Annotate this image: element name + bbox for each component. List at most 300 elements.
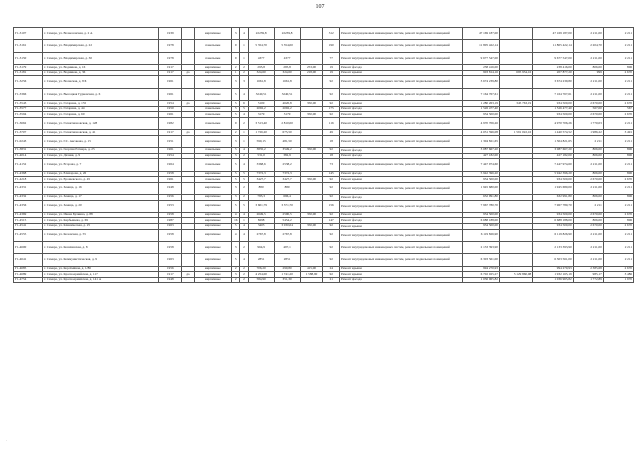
total-cost-cell: 1 526 477,40 xyxy=(462,106,499,112)
owner-share-cell: 1 304 821,65 xyxy=(533,135,574,147)
year-cell: 1954 xyxy=(159,153,182,159)
row-code: Г1-3707 xyxy=(14,130,43,136)
owner-share-cell: 47 169 187,00 xyxy=(533,28,574,40)
area-living-cell: 3240,51 xyxy=(274,88,300,100)
unit-limit-cell: 2 670 xyxy=(603,224,633,230)
year-cell: 1961 xyxy=(159,76,182,88)
address-cell: г. Самара, ул. Земеца, д. 16 xyxy=(43,182,159,194)
residents-cell: 175 xyxy=(323,106,340,112)
area-living-cell: 2590,5 xyxy=(274,212,300,218)
unit-limit-cell: 3 491 xyxy=(603,130,633,136)
unit-cost-cell: 2 211,00 xyxy=(573,28,603,40)
floors-cell: 9 xyxy=(232,40,240,52)
work-type-cell: Ремонт внутридомовых инженерных систем, ремонт подвальных помещений xyxy=(340,88,463,100)
address-cell: г. Самара, ул. Ивана Булкина, д. 88 xyxy=(43,212,159,218)
total-cost-cell: 994 270,93 xyxy=(462,266,499,272)
year-cell: 1953 xyxy=(159,200,182,212)
unit-limit-cell: 2 670 xyxy=(603,101,633,107)
unit-cost-cell: 1 770,03 xyxy=(573,117,603,129)
residents-cell: 92 xyxy=(323,88,340,100)
year-cell: 1939 xyxy=(159,28,182,40)
unit-limit-cell: 2 211 xyxy=(603,88,633,100)
row-code: Г1-4368 xyxy=(14,171,43,177)
area-living-cell: 1661,8 xyxy=(274,76,300,88)
fund-share-cell xyxy=(499,159,532,171)
address-cell: г. Самара, ул. Высоцкая Гудковская, д. 6 xyxy=(43,88,159,100)
table-row xyxy=(14,40,634,52)
owner-share-cell: 7 164 767,61 xyxy=(533,88,574,100)
entrances-cell: 2 xyxy=(240,70,248,76)
owner-share-cell: 994 270,93 xyxy=(533,266,574,272)
total-cost-cell: 1 280 263,19 xyxy=(462,101,499,107)
year-cell: 1964 xyxy=(159,159,182,171)
year-cell: 1917 xyxy=(159,130,182,136)
work-type-cell: Ремонт фасада xyxy=(340,194,463,200)
row-code: Г1-3181 xyxy=(14,70,43,76)
unit-cost-cell: 806,00 xyxy=(573,194,603,200)
unit-cost-cell: 2 211,00 xyxy=(573,76,603,88)
entrances-cell: 5 xyxy=(240,171,248,177)
entrances-cell: 2 xyxy=(240,117,248,129)
year-cell: 1978 xyxy=(159,52,182,64)
year-cell: 1948 xyxy=(159,277,182,283)
row-code: Г1-4332 xyxy=(14,194,43,200)
row-code: Г1-4515 xyxy=(14,218,43,224)
owner-share-cell: 1 036 965,82 xyxy=(533,277,574,283)
work-type-cell: Ремонт внутридомовых инженерных систем, ремонт подвальных помещений xyxy=(340,229,463,241)
area-roof-cell xyxy=(300,182,323,194)
entrances-cell: 2 xyxy=(240,266,248,272)
monument-mark-cell xyxy=(182,159,194,171)
year-cell: 1963 xyxy=(159,254,182,266)
owner-share-cell: 6 688 188,00 xyxy=(533,218,574,224)
floors-cell: 5 xyxy=(232,224,240,230)
walls-cell: кирпичные xyxy=(194,194,231,200)
area-living-cell: 324,60 xyxy=(274,70,300,76)
floors-cell: 4 xyxy=(232,229,240,241)
area-living-cell: 2092,2 xyxy=(274,106,300,112)
monument-mark-cell: да xyxy=(182,70,194,76)
area-living-cell: 382,9 xyxy=(274,153,300,159)
area-roof-cell: 415,00 xyxy=(300,266,323,272)
unit-limit-cell: 2 670 xyxy=(603,212,633,218)
address-cell: г. Самара, ул. Егорова, д. 7 xyxy=(43,159,159,171)
walls-cell: панельные xyxy=(194,148,231,154)
unit-limit-cell: 2 211 xyxy=(603,28,633,40)
owner-share-cell: 6 303 561,00 xyxy=(533,254,574,266)
area-living-cell: 3 030,04 xyxy=(274,224,300,230)
unit-limit-cell: 2 211 xyxy=(603,40,633,52)
address-cell: г. Самара, ул. Вознесенская, д. 2 А xyxy=(43,28,159,40)
total-cost-cell: 5 942 396,20 xyxy=(462,171,499,177)
total-cost-cell: 632 991,80 xyxy=(462,194,499,200)
area-living-cell: 351,30 xyxy=(274,277,300,283)
area-total-cell: 4377 xyxy=(248,52,274,64)
area-total-cell: 8298 xyxy=(248,218,274,224)
address-cell: г. Самара, ул. Водников, д. 36 xyxy=(43,70,159,76)
area-living-cell: 675,50 xyxy=(274,130,300,136)
residents-cell: 21 xyxy=(323,277,340,283)
area-roof-cell xyxy=(300,117,323,129)
owner-share-cell: 11 805 422,14 xyxy=(533,40,574,52)
row-code: Г1-4331 xyxy=(14,182,43,194)
residents-cell: 49 xyxy=(323,130,340,136)
monument-mark-cell xyxy=(182,117,194,129)
walls-cell: кирпичные xyxy=(194,135,231,147)
floors-cell: 2 xyxy=(232,65,240,71)
total-cost-cell: 934 500,00 xyxy=(462,112,499,118)
work-type-cell: Ремонт фасада xyxy=(340,218,463,224)
residents-cell: 190 xyxy=(323,40,340,52)
unit-limit-cell: 2 211 xyxy=(603,229,633,241)
walls-cell: кирпичные xyxy=(194,65,231,71)
monument-mark-cell xyxy=(182,182,194,194)
work-type-cell: Ремонт фасада xyxy=(340,153,463,159)
entrances-cell: 5 xyxy=(240,200,248,212)
entrances-cell: 6 xyxy=(240,101,248,107)
area-living-cell: 3 371,70 xyxy=(274,200,300,212)
area-total-cell: 3240,51 xyxy=(248,88,274,100)
area-living-cell: 2851 xyxy=(274,254,300,266)
unit-limit-cell: 806 xyxy=(603,148,633,154)
fund-share-cell xyxy=(499,229,532,241)
year-cell: 1958 xyxy=(159,241,182,253)
work-type-cell: Ремонт внутридомовых инженерных систем, ремонт подвальных помещений xyxy=(340,159,463,171)
floors-cell: 5 xyxy=(232,159,240,171)
floors-cell: 3 xyxy=(232,135,240,147)
row-code: Г1-3577 xyxy=(14,106,43,112)
unit-limit-cell: 2 670 xyxy=(603,266,633,272)
residents-cell: 92 xyxy=(323,224,340,230)
fund-share-cell xyxy=(499,277,532,283)
row-code: Г1-4014 xyxy=(14,153,43,159)
owner-share-cell: 5 942 396,20 xyxy=(533,171,574,177)
unit-cost-cell: 567,00 xyxy=(573,106,603,112)
walls-cell: кирпичные xyxy=(194,101,231,107)
unit-limit-cell: 806 xyxy=(603,65,633,71)
unit-limit-cell: 806 xyxy=(603,153,633,159)
area-total-cell: 3 601,79 xyxy=(248,200,274,212)
row-code: Г1-3179 xyxy=(14,65,43,71)
area-total-cell: 590,15 xyxy=(248,135,274,147)
table-row xyxy=(14,88,634,100)
monument-mark-cell: да xyxy=(182,130,194,136)
unit-cost-cell: 2 670,00 xyxy=(573,101,603,107)
area-total-cell: 1 726,20 xyxy=(248,130,274,136)
residents-cell: 92 xyxy=(323,254,340,266)
walls-cell: панельные xyxy=(194,52,231,64)
total-cost-cell: 6 303 561,00 xyxy=(462,254,499,266)
area-living-cell: 3427,7 xyxy=(274,177,300,183)
work-type-cell: Ремонт крыши xyxy=(340,70,463,76)
floors-cell: 3 xyxy=(232,194,240,200)
area-living-cell: 481,50 xyxy=(274,135,300,147)
unit-cost-cell: 999 xyxy=(573,70,603,76)
total-cost-cell: 1 945 680,00 xyxy=(462,182,499,194)
walls-cell: кирпичные xyxy=(194,153,231,159)
total-cost-cell: 7 967 780,70 xyxy=(462,200,499,212)
year-cell: 1982 xyxy=(159,117,182,129)
owner-share-cell: 934 500,00 xyxy=(533,224,574,230)
unit-cost-cell: 2 211 xyxy=(573,200,603,212)
area-total-cell: 964,9 xyxy=(248,241,274,253)
area-total-cell: 324,60 xyxy=(248,70,274,76)
address-cell: г. Самара, ул. Гагарина, д. 155 xyxy=(43,101,159,107)
owner-share-cell: 1 932 165,19 xyxy=(533,272,574,278)
area-roof-cell xyxy=(300,40,323,52)
floors-cell: 5 xyxy=(232,101,240,107)
area-living-cell: 22239,8 xyxy=(274,28,300,40)
entrances-cell: 2 xyxy=(240,153,248,159)
fund-share-cell: 5 129 860,08 xyxy=(499,272,532,278)
total-cost-cell: 3 674 239,80 xyxy=(462,76,499,88)
unit-cost-cell: 2 211,00 xyxy=(573,229,603,241)
unit-cost-cell: 2 670,00 xyxy=(573,212,603,218)
floors-cell: 3 xyxy=(232,28,240,40)
unit-limit-cell: 2 211 xyxy=(603,254,633,266)
area-roof-cell: 253,00 xyxy=(300,65,323,71)
address-cell: г. Самара, ул. Водников, д. 16 xyxy=(43,65,159,71)
floors-cell: 5 xyxy=(232,171,240,177)
table-row xyxy=(14,229,634,241)
area-living-cell: 5 354,00 xyxy=(274,40,300,52)
walls-cell: кирпичные xyxy=(194,229,231,241)
walls-cell: панельные xyxy=(194,159,231,171)
row-code: Г1-4689 xyxy=(14,272,43,278)
unit-cost-cell: 2 211,00 xyxy=(573,254,603,266)
walls-cell: кирпичные xyxy=(194,76,231,88)
entrances-cell: 4 xyxy=(240,159,248,171)
floors-cell: 3 xyxy=(232,153,240,159)
residents-cell: 92 xyxy=(323,76,340,88)
area-roof-cell xyxy=(300,254,323,266)
total-cost-cell: 7 164 767,61 xyxy=(462,88,499,100)
unit-limit-cell: 806 xyxy=(603,171,633,177)
area-total-cell: 880 xyxy=(248,182,274,194)
year-cell: 1956 xyxy=(159,194,182,200)
unit-cost-cell: 2 670,00 xyxy=(573,112,603,118)
total-cost-cell: 6 119 826,90 xyxy=(462,229,499,241)
area-living-cell: 3179 xyxy=(274,112,300,118)
fund-share-cell xyxy=(499,52,532,64)
walls-cell: кирпичные xyxy=(194,28,231,40)
walls-cell: кирпичные xyxy=(194,200,231,212)
area-roof-cell: 350,00 xyxy=(300,101,323,107)
work-type-cell: Ремонт фасада xyxy=(340,65,463,71)
owner-share-cell: 6 119 826,90 xyxy=(533,229,574,241)
residents-cell: 92 xyxy=(323,212,340,218)
monument-mark-cell xyxy=(182,76,194,88)
entrances-cell: 2 xyxy=(240,65,248,71)
walls-cell: кирпичные xyxy=(194,254,231,266)
year-cell: 1954 xyxy=(159,101,182,107)
year-cell: 1987 xyxy=(159,218,182,224)
area-roof-cell xyxy=(300,76,323,88)
fund-share-cell xyxy=(499,135,532,147)
total-cost-cell: 1 304 821,65 xyxy=(462,135,499,147)
walls-cell: кирпичные xyxy=(194,272,231,278)
entrances-cell: 5 xyxy=(240,177,248,183)
floors-cell: 3 xyxy=(232,272,240,278)
fund-share-cell xyxy=(499,40,532,52)
year-cell: 1950 xyxy=(159,106,182,112)
entrances-cell: 2 xyxy=(240,182,248,194)
unit-limit-cell: 2 211 xyxy=(603,182,633,194)
year-cell: 1956 xyxy=(159,266,182,272)
unit-cost-cell: 2 211,00 xyxy=(573,182,603,194)
residents-cell: 92 xyxy=(323,112,340,118)
entrances-cell: 2 xyxy=(240,194,248,200)
owner-share-cell: 934 500,00 xyxy=(533,101,574,107)
address-cell: г. Самара, ул. Кошлинская, д. 8 xyxy=(43,241,159,253)
address-cell: г. Самара, ул. Елизарова, д. 26 xyxy=(43,171,159,177)
area-living-cell: 7372,3 xyxy=(274,171,300,177)
area-roof-cell xyxy=(300,88,323,100)
unit-cost-cell: 2 211,00 xyxy=(573,159,603,171)
owner-share-cell: 4 970 706,26 xyxy=(533,117,574,129)
unit-cost-cell: 806,00 xyxy=(573,171,603,177)
monument-mark-cell xyxy=(182,88,194,100)
address-cell: г. Самара, ул. Гагарина, д. 44 xyxy=(43,106,159,112)
area-living-cell: 1 741,20 xyxy=(274,272,300,278)
unit-limit-cell: 2 670 xyxy=(603,70,633,76)
area-roof-cell: 218,00 xyxy=(300,70,323,76)
monument-mark-cell: да xyxy=(182,101,194,107)
floors-cell: 5 xyxy=(232,254,240,266)
unit-limit-cell: 806 xyxy=(603,194,633,200)
owner-share-cell: 934 500,00 xyxy=(533,112,574,118)
address-cell: г. Самара, ул. Георгия Ратнера, д. 25 xyxy=(43,148,159,154)
floors-cell: 5 xyxy=(232,106,240,112)
area-living-cell: 4377 xyxy=(274,52,300,64)
year-cell: 1958 xyxy=(159,212,182,218)
page-number: 107 xyxy=(315,4,325,10)
residents-cell: 92 xyxy=(323,101,340,107)
work-type-cell: Ремонт фасада xyxy=(340,171,463,177)
address-cell: г. Самара, ул. Красноармейская, д. 141 А xyxy=(43,277,159,283)
total-cost-cell: 47 169 187,00 xyxy=(462,28,499,40)
work-type-cell: Ремонт крыши xyxy=(340,112,463,118)
monument-mark-cell xyxy=(182,52,194,64)
entrances-cell: 4 xyxy=(240,229,248,241)
floors-cell: 16 xyxy=(232,218,240,224)
row-code: Г1-3594 xyxy=(14,112,43,118)
walls-cell: панельные xyxy=(194,40,231,52)
unit-limit-cell: 2 211 xyxy=(603,241,633,253)
area-living-cell: 290,80 xyxy=(274,266,300,272)
owner-share-cell: 1 945 680,00 xyxy=(533,182,574,194)
area-roof-cell xyxy=(300,135,323,147)
entrances-cell: 1 xyxy=(240,130,248,136)
work-type-cell: Ремонт крыши xyxy=(340,212,463,218)
unit-cost-cell: 806,00 xyxy=(573,218,603,224)
table-row xyxy=(14,52,634,64)
total-cost-cell: 2 133 393,90 xyxy=(462,241,499,253)
total-cost-cell: 427 182,00 xyxy=(462,153,499,159)
table-row xyxy=(14,241,634,253)
owner-share-cell: 7 447 974,60 xyxy=(533,159,574,171)
work-type-cell: Ремонт внутридомовых инженерных систем, ремонт подвальных помещений xyxy=(340,40,463,52)
owner-share-cell: 934 500,00 xyxy=(533,212,574,218)
residents-cell: 312 xyxy=(323,28,340,40)
area-total-cell: 4 254,00 xyxy=(248,272,274,278)
work-type-cell: Ремонт внутридомовых инженерных систем, ремонт подвальных помещений xyxy=(340,200,463,212)
unit-cost-cell: 985,17 xyxy=(573,272,603,278)
monument-mark-cell xyxy=(182,28,194,40)
fund-share-cell xyxy=(499,117,532,129)
row-code: Г1-4555 xyxy=(14,229,43,241)
year-cell: 1951 xyxy=(159,135,182,147)
unit-cost-cell: 806,00 xyxy=(573,153,603,159)
walls-cell: кирпичные xyxy=(194,70,231,76)
year-cell: 1917 xyxy=(159,272,182,278)
row-code: Г1-4356 xyxy=(14,200,43,212)
total-cost-cell: 3 087 667,20 xyxy=(462,148,499,154)
owner-share-cell: 3 087 667,20 xyxy=(533,148,574,154)
unit-limit-cell: 2 211 xyxy=(603,135,633,147)
walls-cell: кирпичные xyxy=(194,224,231,230)
area-living-cell: 2767,8 xyxy=(274,229,300,241)
area-roof-cell xyxy=(300,200,323,212)
residents-cell: 92 xyxy=(323,272,340,278)
unit-cost-cell: 2 211,00 xyxy=(573,52,603,64)
row-code: Г1-3662 xyxy=(14,117,43,129)
year-cell: 1961 xyxy=(159,148,182,154)
area-roof-cell: 1 588,90 xyxy=(300,272,323,278)
entrances-cell: 3 xyxy=(240,76,248,88)
entrances-cell: 1 xyxy=(240,135,248,147)
walls-cell: кирпичные xyxy=(194,182,231,194)
entrances-cell: 2 xyxy=(240,277,248,283)
entrances-cell: 1 xyxy=(240,218,248,224)
area-living-cell: 497,1 xyxy=(274,241,300,253)
walls-cell: кирпичные xyxy=(194,212,231,218)
area-living-cell: 2 810,00 xyxy=(274,117,300,129)
address-cell: г. Самара, ул. Карбышева, д. 69 xyxy=(43,218,159,224)
entrances-cell: 5 xyxy=(240,106,248,112)
owner-share-cell: 238 416,00 xyxy=(533,65,574,71)
area-total-cell: 3427,7 xyxy=(248,177,274,183)
residents-cell: 77 xyxy=(323,52,340,64)
residents-cell: 92 xyxy=(323,229,340,241)
residents-cell: 92 xyxy=(323,194,340,200)
unit-limit-cell: 2 670 xyxy=(603,177,633,183)
year-cell: 1958 xyxy=(159,171,182,177)
owner-share-cell: 934 500,00 xyxy=(533,177,574,183)
entrances-cell: 4 xyxy=(240,224,248,230)
work-type-cell: Ремонт крыши xyxy=(340,272,463,278)
year-cell: 1958 xyxy=(159,229,182,241)
floors-cell: 5 xyxy=(232,112,240,118)
floors-cell: 3 xyxy=(232,76,240,88)
total-cost-cell: 6 688 188,00 xyxy=(462,218,499,224)
table-row xyxy=(14,277,634,283)
floors-cell: 2 xyxy=(232,266,240,272)
address-cell: г. Самара, ул. Дачная, д. 9 xyxy=(43,153,159,159)
area-roof-cell xyxy=(300,277,323,283)
total-cost-cell: 4 970 706,26 xyxy=(462,117,499,129)
address-cell: г. Самара, ул. Г.С. Аксакова, д. 15 xyxy=(43,135,159,147)
work-type-cell: Ремонт внутридомовых инженерных систем, ремонт подвальных помещений xyxy=(340,52,463,64)
residents-cell: 156 xyxy=(323,200,340,212)
monument-mark-cell xyxy=(182,40,194,52)
address-cell: г. Самара, ул. Владимирская, д. 30 xyxy=(43,52,159,64)
row-code: Г1-3831 xyxy=(14,148,43,154)
unit-cost-cell: 2 211 xyxy=(573,135,603,147)
work-type-cell: Ремонт крыши xyxy=(340,266,463,272)
fund-share-cell xyxy=(499,28,532,40)
work-type-cell: Ремонт внутридомовых инженерных систем, ремонт подвальных помещений xyxy=(340,182,463,194)
